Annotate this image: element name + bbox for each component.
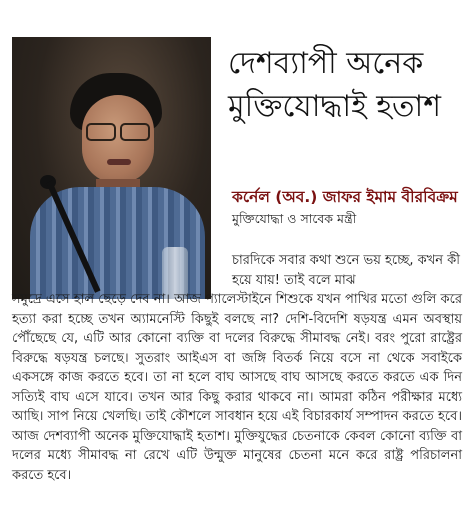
author-photo: [12, 37, 211, 299]
article-body: সমুদ্রে এসে হাল ছেড়ে দেব না। আজ প্যালেস্টাইনে শিশুকে যখন পাখির মতো গুলি করে হত্যা করা হচ্ছে তখন অ্যামনেস্টি কিছুই বলছে না? দেশি-বিদেশি ষড়যন্ত্র এমন অবস্থায় পৌঁছেছে যে, এটি আর কোনো ব্যক্তি বা দলের বিরুদ্ধে সীমাবদ্ধ নেই। বরং পুরো রাষ্ট্রের বিরুদ্ধে ষড়যন্ত্র চলছে। সুতরাং আইএস বা জঙ্গি বিতর্ক নিয়ে বসে না থেকে সবাইকে একসঙ্গে কাজ করতে হবে। তা না হলে বাঘ আসছে বাঘ আসছে করতে করতে এক দিন সত্যিই বাঘ এসে যাবে। তখন আর কিছু করার থাকবে না। আমরা কঠিন পরীক্ষার মধ্যে আছি। সাপ নিয়ে খেলছি। তাই কৌশলে সাবধান হয়ে এই বিচারকার্য সম্পাদন করতে হবে। আজ দেশব্যাপী অনেক মুক্তিযোদ্ধাই হতাশ। মুক্তিযুদ্ধের চেতনাকে কেবল কোনো ব্যক্তি বা দলের মধ্যে সীমাবদ্ধ না রেখে এটি উন্মুক্ত মানুষের চেতনা মনে করে রাষ্ট্র পরিচালনা করতে হবে।: [12, 292, 462, 483]
author-designation: মুক্তিযোদ্ধা ও সাবেক মন্ত্রী: [232, 211, 357, 226]
article-body-lead: চারদিকে সবার কথা শুনে ভয় হচ্ছে, কখন কী হয়ে যায়! তাই বলে মাঝ: [232, 253, 460, 288]
article-headline: দেশব্যাপী অনেক মুক্তিযোদ্ধাই হতাশ: [228, 46, 441, 124]
author-name: কর্নেল (অব.) জাফর ইমাম বীরবিক্রম: [232, 188, 458, 206]
